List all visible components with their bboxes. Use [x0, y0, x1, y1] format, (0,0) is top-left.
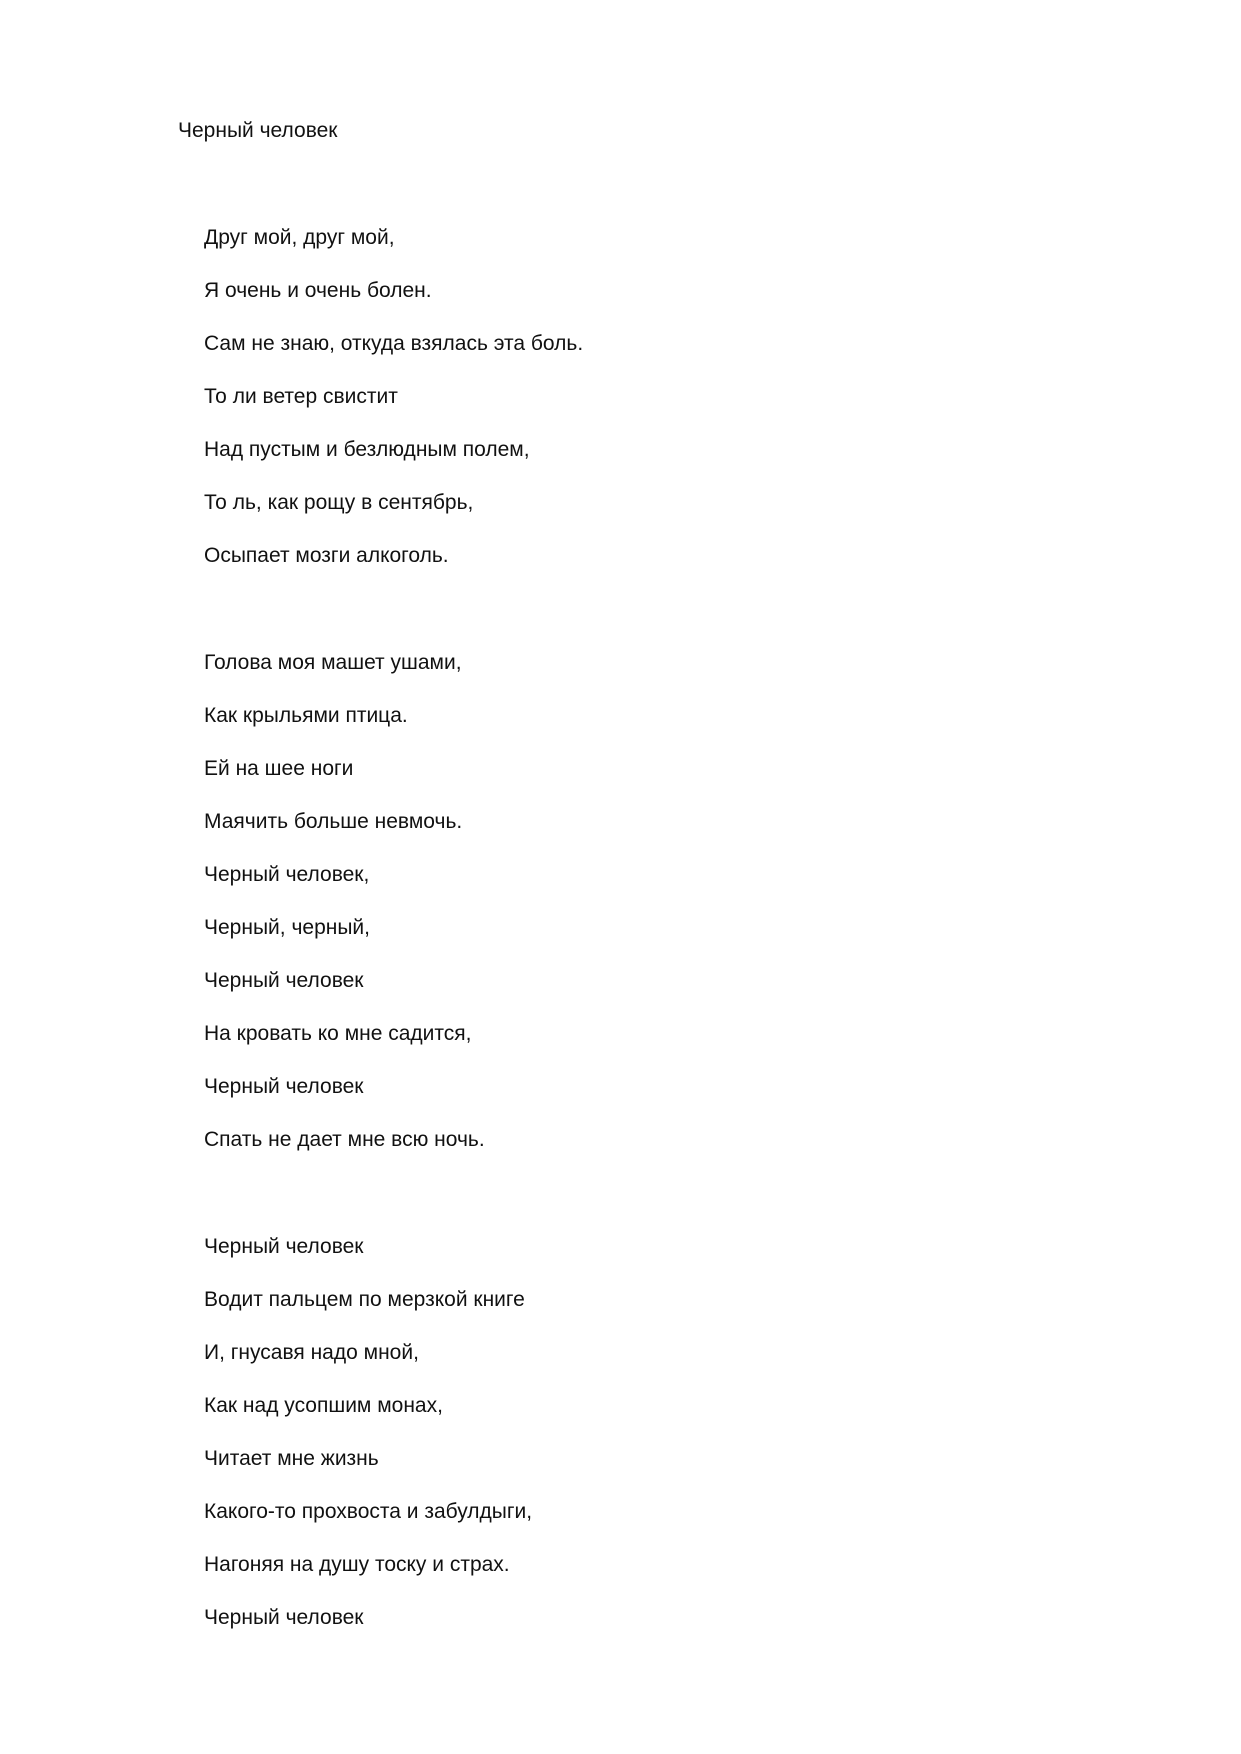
poem-line: Сам не знаю, откуда взялась эта боль.: [204, 332, 584, 355]
poem-line: Черный человек: [204, 1075, 364, 1098]
poem-line: На кровать ко мне садится,: [204, 1022, 472, 1045]
poem-line: Ей на шее ноги: [204, 757, 354, 780]
poem-line: Черный человек: [204, 1235, 364, 1258]
poem-line: Читает мне жизнь: [204, 1447, 379, 1470]
poem-line: Я очень и очень болен.: [204, 279, 432, 302]
poem-line: Голова моя машет ушами,: [204, 651, 462, 674]
poem-line: Над пустым и безлюдным полем,: [204, 438, 530, 461]
poem-line: Черный, черный,: [204, 916, 371, 939]
poem-line: Черный человек: [204, 1606, 364, 1629]
poem-line: Водит пальцем по мерзкой книге: [204, 1288, 525, 1311]
poem-line: Друг мой, друг мой,: [204, 226, 395, 249]
poem-line: Какого-то прохвоста и забулдыги,: [204, 1500, 533, 1523]
poem-line: То ль, как рощу в сентябрь,: [204, 491, 474, 514]
poem-line: То ли ветер свистит: [204, 385, 398, 408]
poem-line: Черный человек: [204, 969, 364, 992]
poem-line: Как над усопшим монах,: [204, 1394, 443, 1417]
poem-line: Как крыльями птица.: [204, 704, 408, 727]
poem-line: Нагоняя на душу тоску и страх.: [204, 1553, 510, 1576]
poem-line: И, гнусавя надо мной,: [204, 1341, 419, 1364]
poem-line: Осыпает мозги алкоголь.: [204, 544, 449, 567]
document-title: Черный человек: [178, 119, 338, 142]
poem-line: Маячить больше невмочь.: [204, 810, 463, 833]
poem-line: Спать не дает мне всю ночь.: [204, 1128, 485, 1151]
poem-line: Черный человек,: [204, 863, 370, 886]
